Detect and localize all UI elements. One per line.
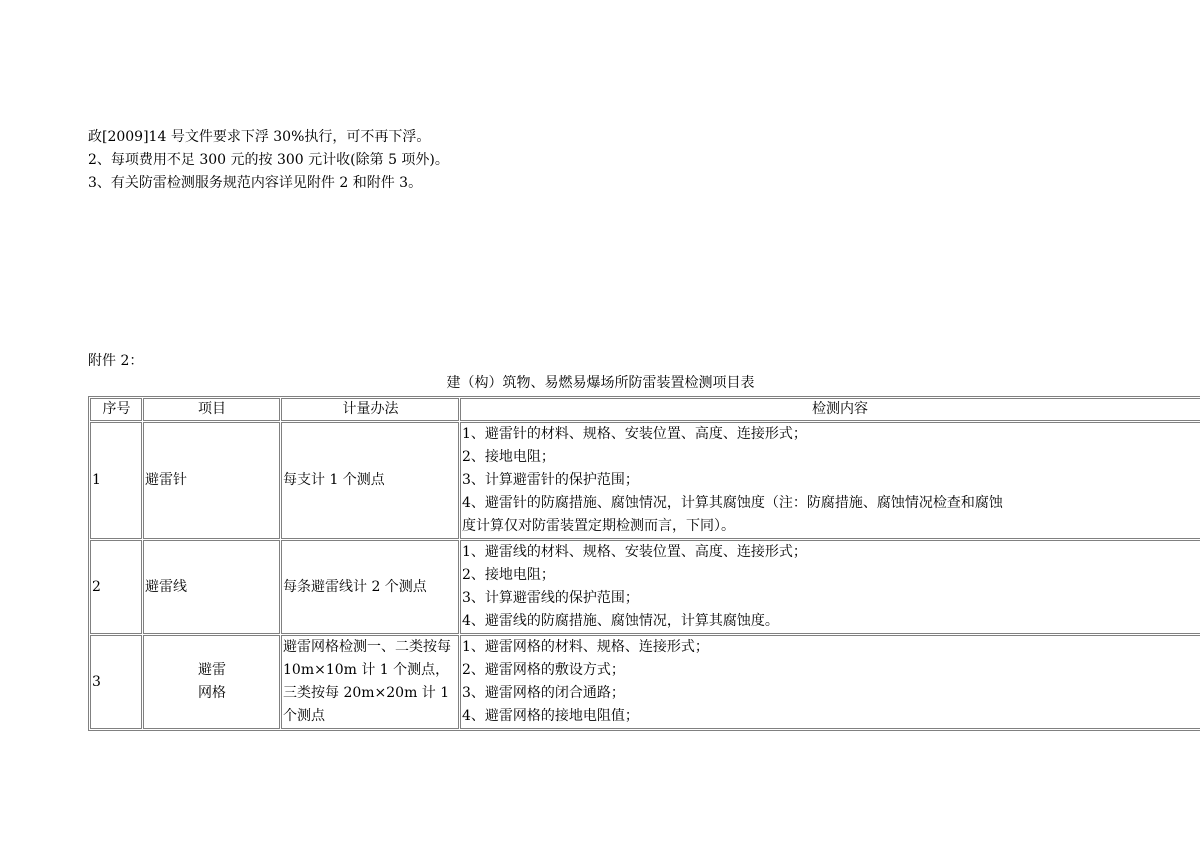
header-seq: 序号 bbox=[90, 398, 142, 421]
note-line: 政[2009]14 号文件要求下浮 30%执行，可不再下浮。 bbox=[88, 129, 431, 145]
cell-item: 避雷针 bbox=[143, 422, 280, 539]
table-header-row bbox=[90, 398, 1200, 421]
cell-content bbox=[460, 540, 1200, 634]
cell-seq: 1 bbox=[90, 422, 142, 539]
note-line: 3、有关防雷检测服务规范内容详见附件 2 和附件 3。 bbox=[88, 175, 423, 191]
cell-item: 避雷线 bbox=[143, 540, 280, 634]
content-line: 4、避雷线的防腐措施、腐蚀情况，计算其腐蚀度。 bbox=[462, 613, 779, 629]
item-line: 避雷 bbox=[198, 662, 226, 678]
cell-seq: 2 bbox=[90, 540, 142, 634]
cell-item bbox=[143, 635, 280, 729]
content-line: 2、避雷网格的敷设方式； bbox=[462, 662, 625, 678]
cell-content bbox=[460, 422, 1200, 539]
annex-label: 附件 2： bbox=[88, 353, 144, 369]
note-line: 2、每项费用不足 300 元的按 300 元计收(除第 5 项外)。 bbox=[88, 152, 449, 168]
cell-method: 避雷网格检测一、二类按每 10m×10m 计 1 个测点，三类按每 20m×20m 计 1 个测点 bbox=[281, 635, 459, 729]
content-line: 度计算仅对防雷装置定期检测而言，下同）。 bbox=[462, 518, 735, 534]
header-content: 检测内容 bbox=[460, 398, 1200, 421]
cell-method: 每支计 1 个测点 bbox=[281, 422, 459, 539]
content-line: 4、避雷针的防腐措施、腐蚀情况，计算其腐蚀度（注：防腐措施、腐蚀情况检查和腐蚀 bbox=[462, 495, 1003, 511]
table-row bbox=[90, 540, 1200, 634]
content-line: 1、避雷线的材料、规格、安装位置、高度、连接形式； bbox=[462, 544, 807, 560]
content-line: 4、避雷网格的接地电阻值； bbox=[462, 708, 639, 724]
content-line: 1、避雷网格的材料、规格、连接形式； bbox=[462, 639, 709, 655]
table-row bbox=[90, 635, 1200, 729]
table-row bbox=[90, 422, 1200, 539]
content-line: 1、避雷针的材料、规格、安装位置、高度、连接形式； bbox=[462, 426, 807, 442]
notes-block bbox=[88, 126, 449, 195]
header-method: 计量办法 bbox=[281, 398, 459, 421]
content-line: 3、计算避雷针的保护范围； bbox=[462, 472, 639, 488]
inspection-table bbox=[88, 396, 1200, 731]
item-line: 网格 bbox=[198, 685, 226, 701]
cell-seq: 3 bbox=[90, 635, 142, 729]
table-container bbox=[88, 396, 1200, 731]
header-item: 项目 bbox=[143, 398, 280, 421]
content-line: 3、计算避雷线的保护范围； bbox=[462, 590, 639, 606]
content-line: 2、接地电阻； bbox=[462, 449, 555, 465]
cell-method: 每条避雷线计 2 个测点 bbox=[281, 540, 459, 634]
table-title: 建（构）筑物、易燃易爆场所防雷装置检测项目表 bbox=[446, 375, 755, 391]
content-line: 2、接地电阻； bbox=[462, 567, 555, 583]
content-line: 3、避雷网格的闭合通路； bbox=[462, 685, 625, 701]
cell-content bbox=[460, 635, 1200, 729]
